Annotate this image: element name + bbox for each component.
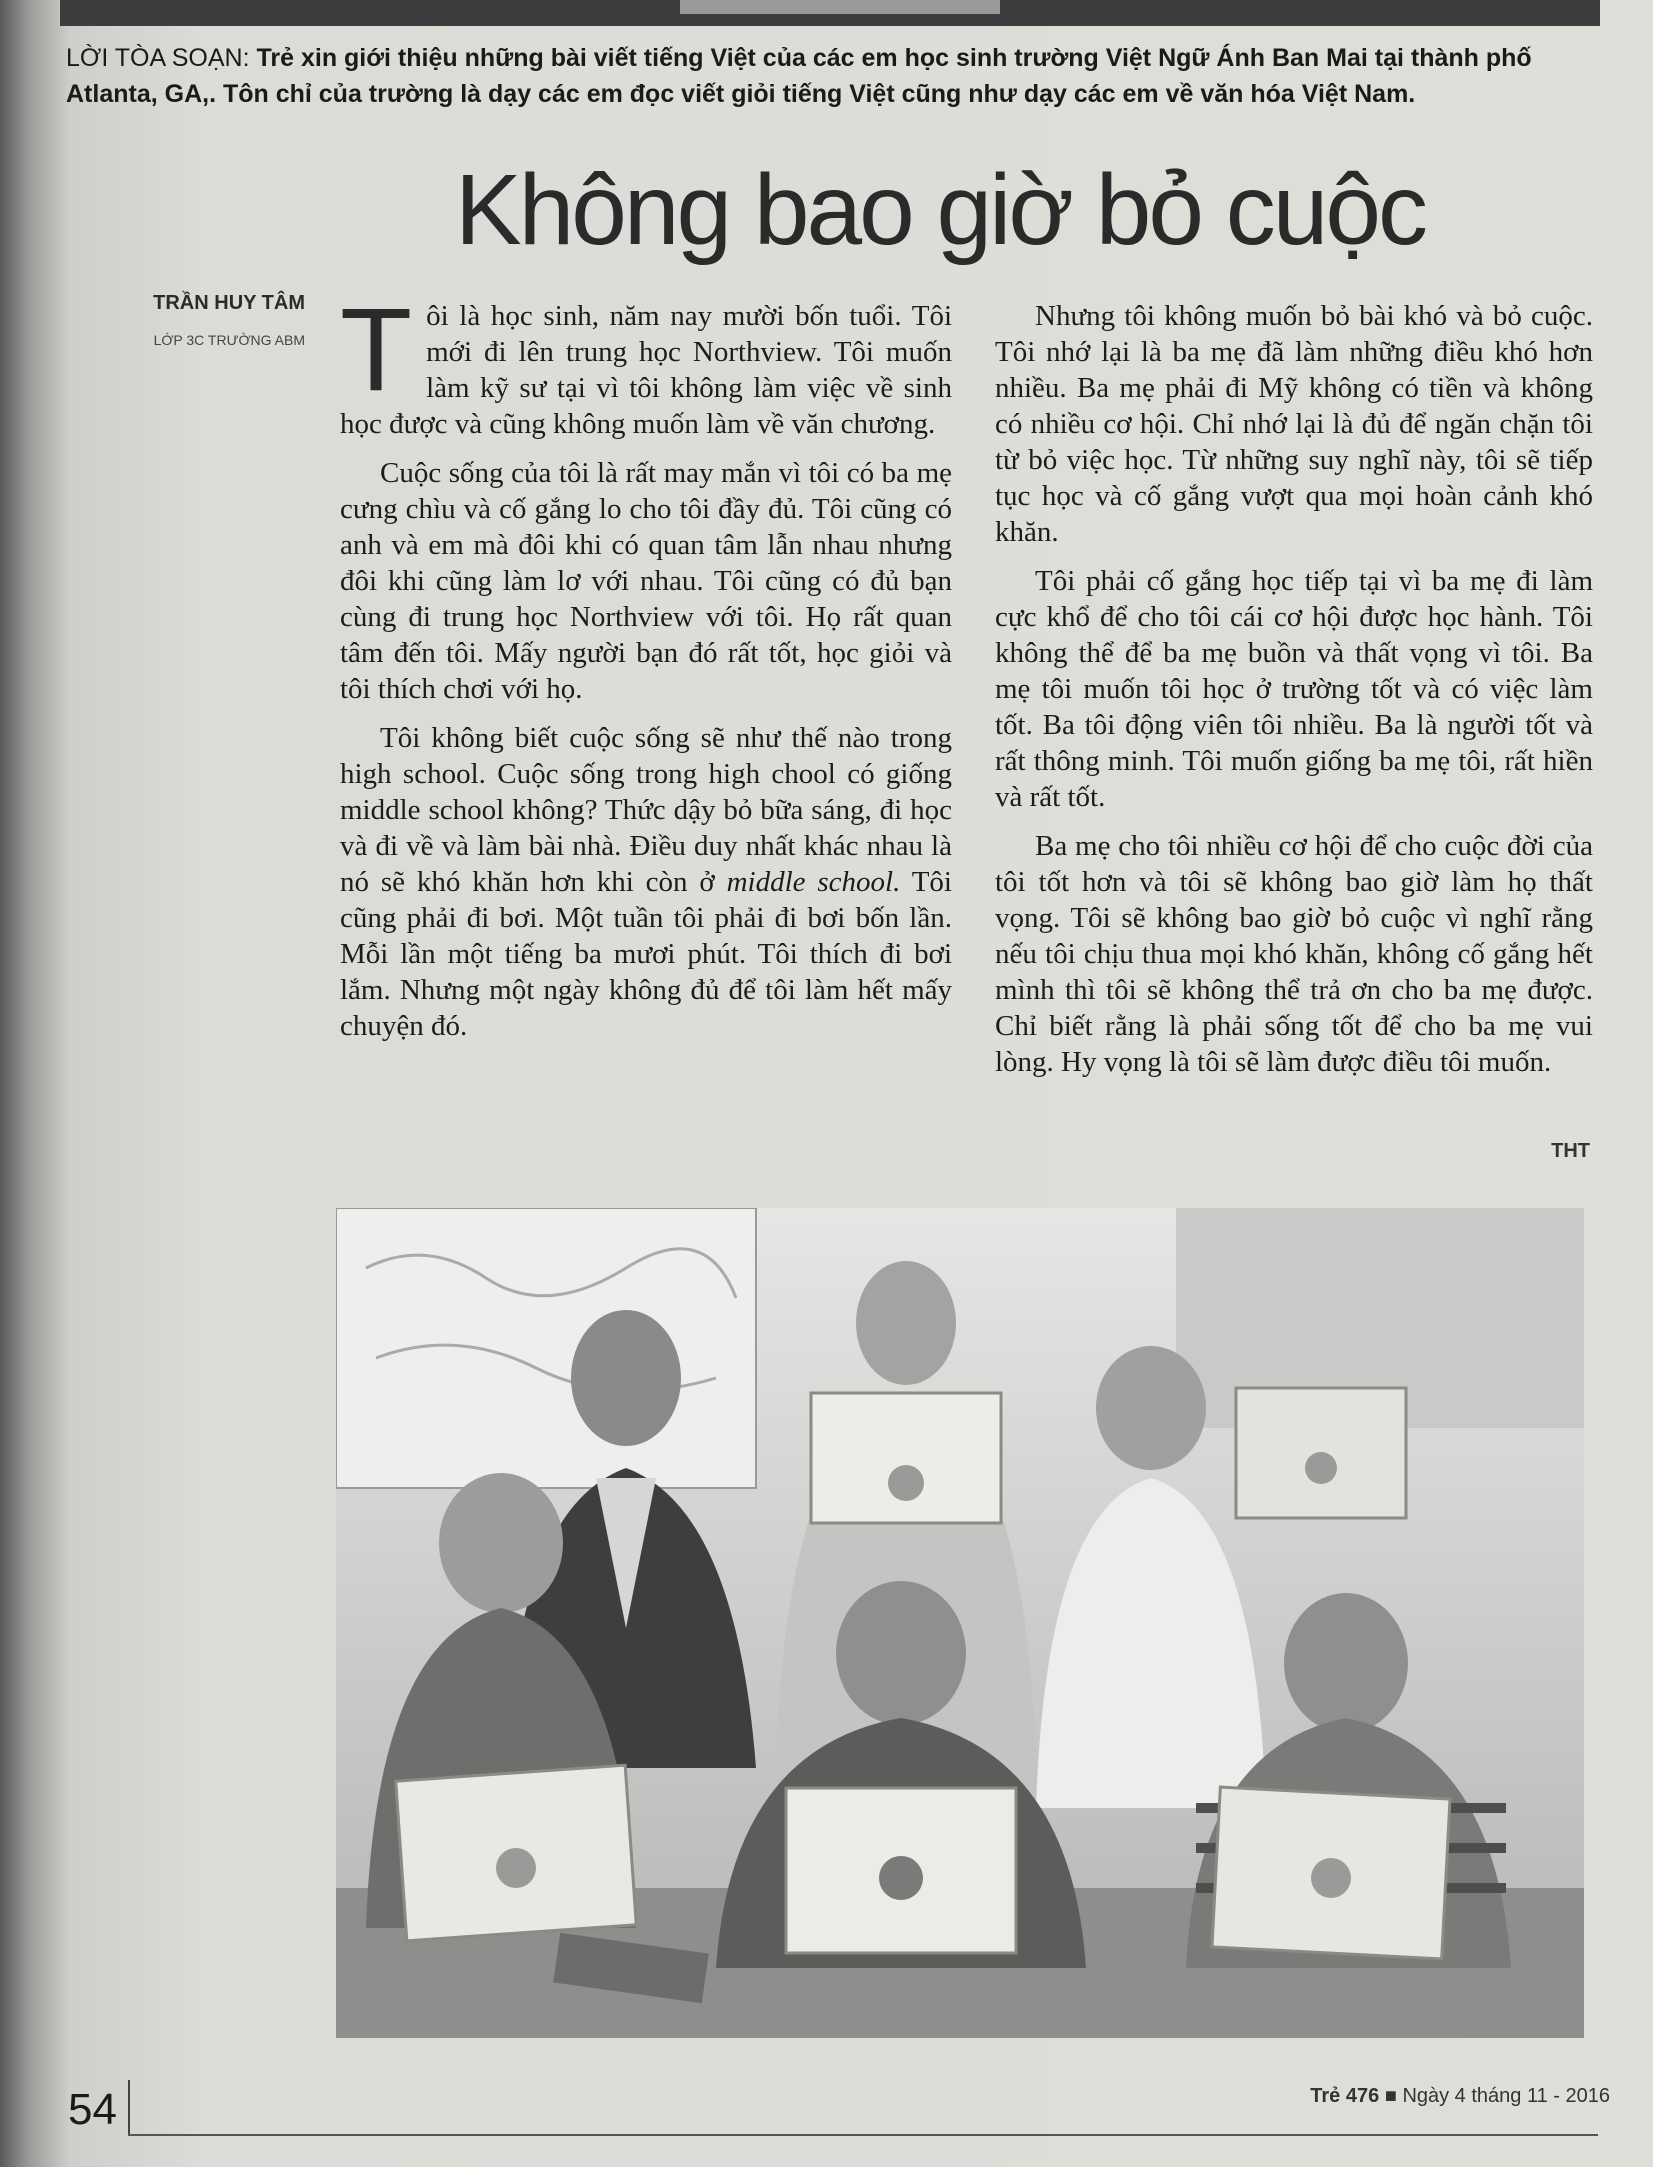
photo-illustration xyxy=(336,1208,1584,2038)
drop-cap: T xyxy=(340,284,413,416)
magazine-issue: Trẻ 476 xyxy=(1310,2085,1380,2107)
editor-note-label: LỜI TÒA SOẠN: xyxy=(66,44,250,72)
footer-divider-vertical xyxy=(128,2080,130,2135)
footer-divider-horizontal xyxy=(128,2134,1598,2136)
section-header-label-bg xyxy=(680,0,1000,14)
footer-issue-info xyxy=(1280,2085,1610,2108)
article-paragraph: Tôi phải cố gắng học tiếp tại vì ba mẹ đi làm cực khổ để cho tôi cái cơ hội được học hành. Tôi không thể để ba mẹ buồn và thất vọng vì tôi. Ba mẹ tôi muốn tôi học ở trường tốt và có việc làm tốt. Ba tôi động viên tôi nhiều. Ba là người tốt và rất thông minh. Tôi muốn giống ba mẹ tôi, rất hiền và rất tốt. xyxy=(995,565,1593,813)
paragraph-text: Tôi cũng phải đi bơi. Một tuần tôi phải đi bơi bốn lần. Mỗi lần một tiếng ba mươi phút. Tôi thích đi bơi lắm. Nhưng một ngày không đủ để tôi làm hết mấy chuyện đó. xyxy=(340,866,952,1042)
issue-date: Ngày 4 tháng 11 - 2016 xyxy=(1402,2085,1610,2107)
italic-phrase: middle school. xyxy=(726,866,901,898)
author-name: TRẦN HUY TÂM xyxy=(153,292,305,314)
author-class: LỚP 3C TRƯỜNG ABM xyxy=(153,332,305,348)
article-column-left xyxy=(340,284,952,1057)
article-title: Không bao giờ bỏ cuộc xyxy=(454,154,1425,266)
article-column-right xyxy=(995,298,1593,1093)
person-front-center xyxy=(716,1581,1086,1968)
article-paragraph xyxy=(340,284,952,442)
group-photo xyxy=(336,1208,1584,2038)
author-signoff: THT xyxy=(1551,1140,1590,1162)
section-header-bar xyxy=(60,0,1600,26)
article-paragraph xyxy=(340,720,952,1044)
editor-note-text: Trẻ xin giới thiệu những bài viết tiếng Việt của các em học sinh trường Việt Ngữ Ánh Ban Mai tại thành phố Atlanta, GA,. Tôn chỉ của trường là dạy các em đọc viết giỏi tiếng Việt cũng như dạy các em về văn hóa Việt Nam. xyxy=(66,44,1532,108)
article-paragraph: Ba mẹ cho tôi nhiều cơ hội để cho cuộc đời của tôi tốt hơn và tôi sẽ không bao giờ làm họ thất vọng. Tôi sẽ không bao giờ bỏ cuộc vì nghĩ rằng nếu tôi chịu thua mọi khó khăn, không cố gắng hết mình thì tôi sẽ không thể trả ơn cho ba mẹ được. Chỉ biết rằng là phải sống tốt để cho ba mẹ vui lòng. Hy vọng là tôi sẽ làm được điều tôi muốn. xyxy=(995,830,1593,1078)
certificate xyxy=(811,1393,1001,1523)
page-number: 54 xyxy=(68,2085,117,2134)
paragraph-text: Tôi không biết cuộc sống sẽ như thế nào trong high school. Cuộc sống trong high chool có giống middle school không? Thức dậy bỏ bữa sáng, đi học và đi về và làm bài nhà. Điều duy nhất khác nhau là nó sẽ khó khăn hơn khi còn ở xyxy=(340,722,952,898)
paragraph-text: ôi là học sinh, năm nay mười bốn tuổi. Tôi mới đi lên trung học Northview. Tôi muốn làm kỹ sư tại vì tôi không làm việc về sinh học được và cũng không muốn làm về văn chương. xyxy=(340,300,952,440)
article-paragraph: Nhưng tôi không muốn bỏ bài khó và bỏ cuộc. Tôi nhớ lại là ba mẹ đã làm những điều khó hơn nhiều. Ba mẹ phải đi Mỹ không có tiền và không có nhiều cơ hội. Chỉ nhớ lại là đủ để ngăn chặn tôi từ bỏ việc học. Từ những suy nghĩ này, tôi sẽ tiếp tục học và cố gắng vượt qua mọi hoàn cảnh khó khăn. xyxy=(995,300,1593,548)
article-paragraph: Cuộc sống của tôi là rất may mắn vì tôi có ba mẹ cưng chìu và cố gắng lo cho tôi đầy đủ. Tôi cũng có anh và em mà đôi khi có quan tâm lẫn nhau nhưng đôi khi cũng làm lơ với nhau. Tôi cũng có đủ bạn cùng đi trung học Northview với tôi. Họ rất quan tâm đến tôi. Mấy người bạn đó rất tốt, học giỏi và tôi thích chơi với họ. xyxy=(340,457,952,705)
editor-note xyxy=(66,40,1606,112)
footer-separator: ■ xyxy=(1384,2085,1397,2107)
